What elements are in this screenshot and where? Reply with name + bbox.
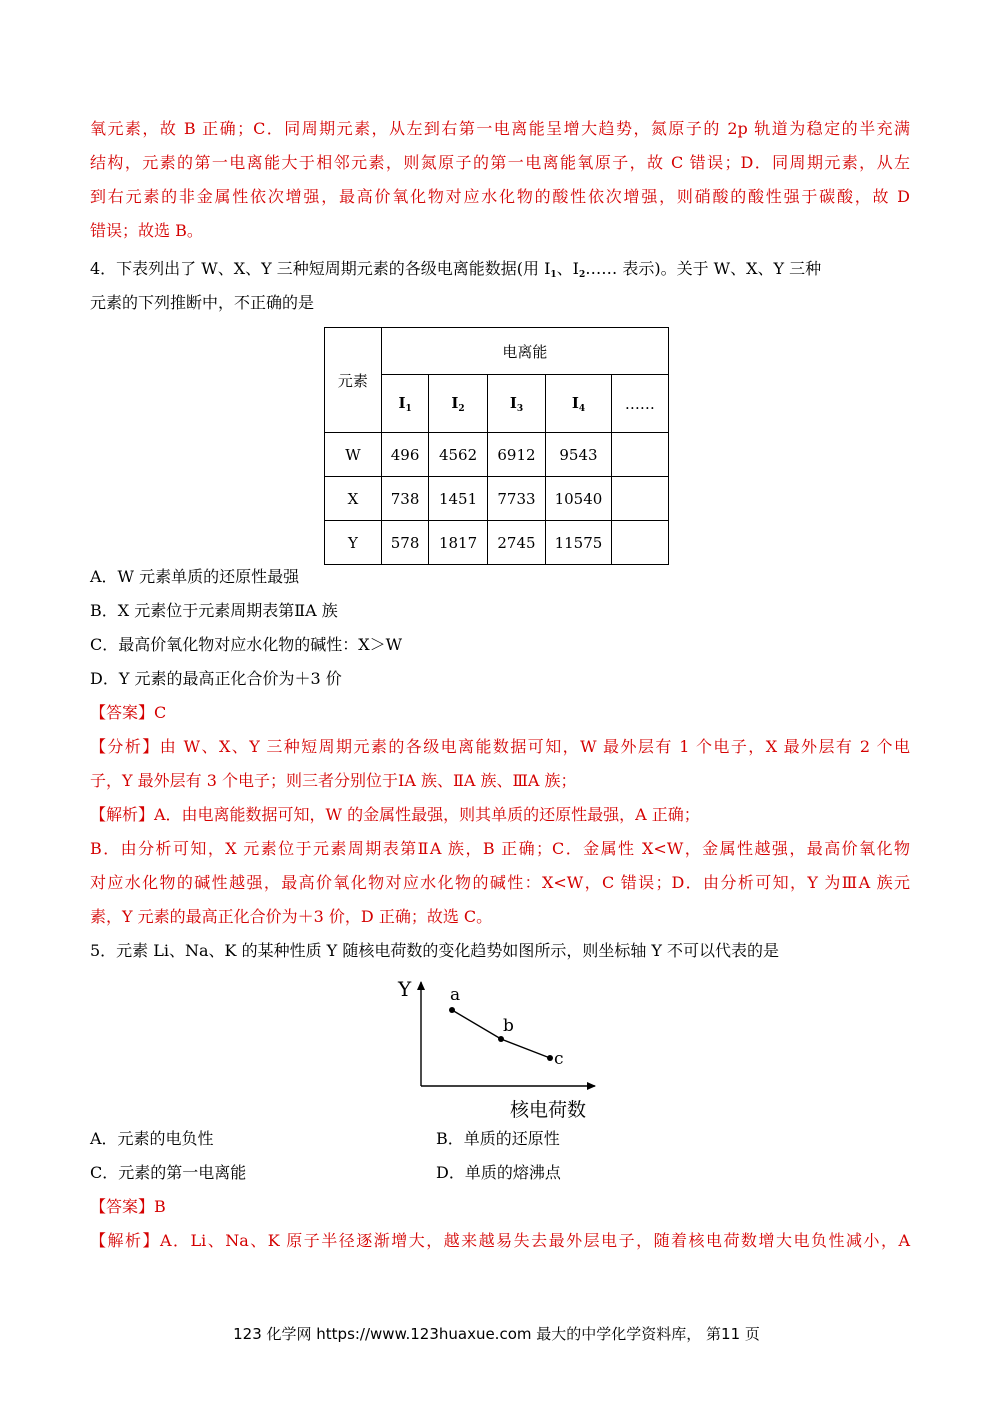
q5-option-b: B．单质的还原性 — [436, 1129, 560, 1148]
ionization-energy-table — [324, 327, 669, 565]
q3-analysis-line-3: 到右元素的非金属性依次增强，最高价氧化物对应水化物的酸性依次增强，则硝酸的酸性强于碳酸，故 D — [90, 187, 910, 206]
q4-answer: 【答案】C — [90, 703, 167, 722]
row-element: Y — [325, 521, 382, 565]
data-point-b — [498, 1036, 504, 1042]
trend-line — [452, 1010, 550, 1058]
q3-analysis-line-2: 结构，元素的第一电离能大于相邻元素，则氮原子的第一电离能氧原子，故 C 错误；D．同周期元素，从左 — [90, 153, 910, 172]
q5-option-c: C．元素的第一电离能 — [90, 1163, 247, 1182]
col-header-i4: $I_4$ — [546, 375, 612, 433]
x-axis-label: 核电荷数 — [510, 1099, 587, 1121]
q4-explanation-line-2: B．由分析可知，X 元素位于元素周期表第ⅡA 族，B 正确；C．金属性 X<W，金属性越强，最高价氧化物 — [90, 839, 910, 858]
page-footer: 123 化学网 https://www.123huaxue.com 最大的中学化学资料库， 第11 页 — [233, 1325, 760, 1343]
cell-value: 10540 — [546, 477, 612, 521]
col-header-i3: $I_3$ — [487, 375, 545, 433]
table-corner-header: 元素 — [325, 328, 382, 433]
q4-explanation-line-3: 对应水化物的碱性越强，最高价氧化物对应水化物的碱性：X<W，C 错误；D．由分析可知，Y 为ⅢA 族元 — [90, 873, 910, 892]
table-row — [325, 477, 669, 521]
q5-answer: 【答案】B — [90, 1197, 166, 1216]
q5-option-a: A．元素的电负性 — [90, 1129, 214, 1148]
cell-empty — [611, 521, 668, 565]
q4-stem-line-2: 元素的下列推断中，不正确的是 — [90, 293, 315, 312]
q4-option-c: C．最高价氧化物对应水化物的碱性：X＞W — [90, 635, 403, 654]
cell-value: 6912 — [487, 433, 545, 477]
cell-value: 11575 — [546, 521, 612, 565]
q4-analysis-line-2: 子，Y 最外层有 3 个电子；则三者分别位于ⅠA 族、ⅡA 族、ⅢA 族； — [90, 771, 577, 790]
table-row — [325, 521, 669, 565]
q4-option-b: B．X 元素位于元素周期表第ⅡA 族 — [90, 601, 338, 620]
row-element: X — [325, 477, 382, 521]
q5-stem: 5．元素 Li、Na、K 的某种性质 Y 随核电荷数的变化趋势如图所示，则坐标轴 Y 不可以代表的是 — [90, 941, 780, 960]
q4-analysis-line-1: 【分析】由 W、X、Y 三种短周期元素的各级电离能数据可知，W 最外层有 1 个电子，X 最外层有 2 个电 — [90, 737, 910, 756]
q4-explanation-line-1: 【解析】A．由电离能数据可知，W 的金属性最强，则其单质的还原性最强，A 正确； — [90, 805, 700, 824]
q4-stem-line-1: 4．下表列出了 W、X、Y 三种短周期元素的各级电离能数据(用 $I_1$、$I_2\dots\dots$ 表示)。关于 W、X、Y 三种 — [90, 259, 822, 280]
row-element: W — [325, 433, 382, 477]
cell-value: 9543 — [546, 433, 612, 477]
q5-explanation-line-1: 【解析】A．Li、Na、K 原子半径逐渐增大，越来越易失去最外层电子，随着核电荷数增大电负性减小，A — [90, 1231, 910, 1250]
table-group-header: 电离能 — [381, 328, 668, 375]
q4-explanation-line-4: 素，Y 元素的最高正化合价为＋3 价，D 正确；故选 C。 — [90, 907, 493, 926]
y-axis-label: Y — [398, 977, 412, 1001]
table-row — [325, 433, 669, 477]
point-label-c: c — [554, 1049, 564, 1069]
data-point-c — [547, 1055, 553, 1061]
col-header-ellipsis: …… — [611, 375, 668, 433]
q3-analysis-line-1: 氧元素，故 B 正确；C．同周期元素，从左到右第一电离能呈增大趋势，氮原子的 2p 轨道为稳定的半充满 — [90, 119, 910, 138]
cell-value: 578 — [381, 521, 428, 565]
cell-empty — [611, 477, 668, 521]
cell-value: 1451 — [429, 477, 487, 521]
point-label-a: a — [450, 985, 461, 1005]
cell-value: 496 — [381, 433, 428, 477]
cell-empty — [611, 433, 668, 477]
q3-analysis-line-4: 错误；故选 B。 — [90, 221, 203, 240]
point-label-b: b — [503, 1016, 514, 1036]
data-point-a — [449, 1007, 455, 1013]
cell-value: 1817 — [429, 521, 487, 565]
cell-value: 4562 — [429, 433, 487, 477]
col-header-i2: $I_2$ — [429, 375, 487, 433]
col-header-i1: $I_1$ — [381, 375, 428, 433]
q5-trend-chart — [390, 972, 610, 1124]
q4-option-d: D．Y 元素的最高正化合价为＋3 价 — [90, 669, 342, 688]
cell-value: 738 — [381, 477, 428, 521]
q5-option-d: D．单质的熔沸点 — [436, 1163, 561, 1182]
cell-value: 7733 — [487, 477, 545, 521]
cell-value: 2745 — [487, 521, 545, 565]
q4-option-a: A．W 元素单质的还原性最强 — [90, 567, 300, 586]
